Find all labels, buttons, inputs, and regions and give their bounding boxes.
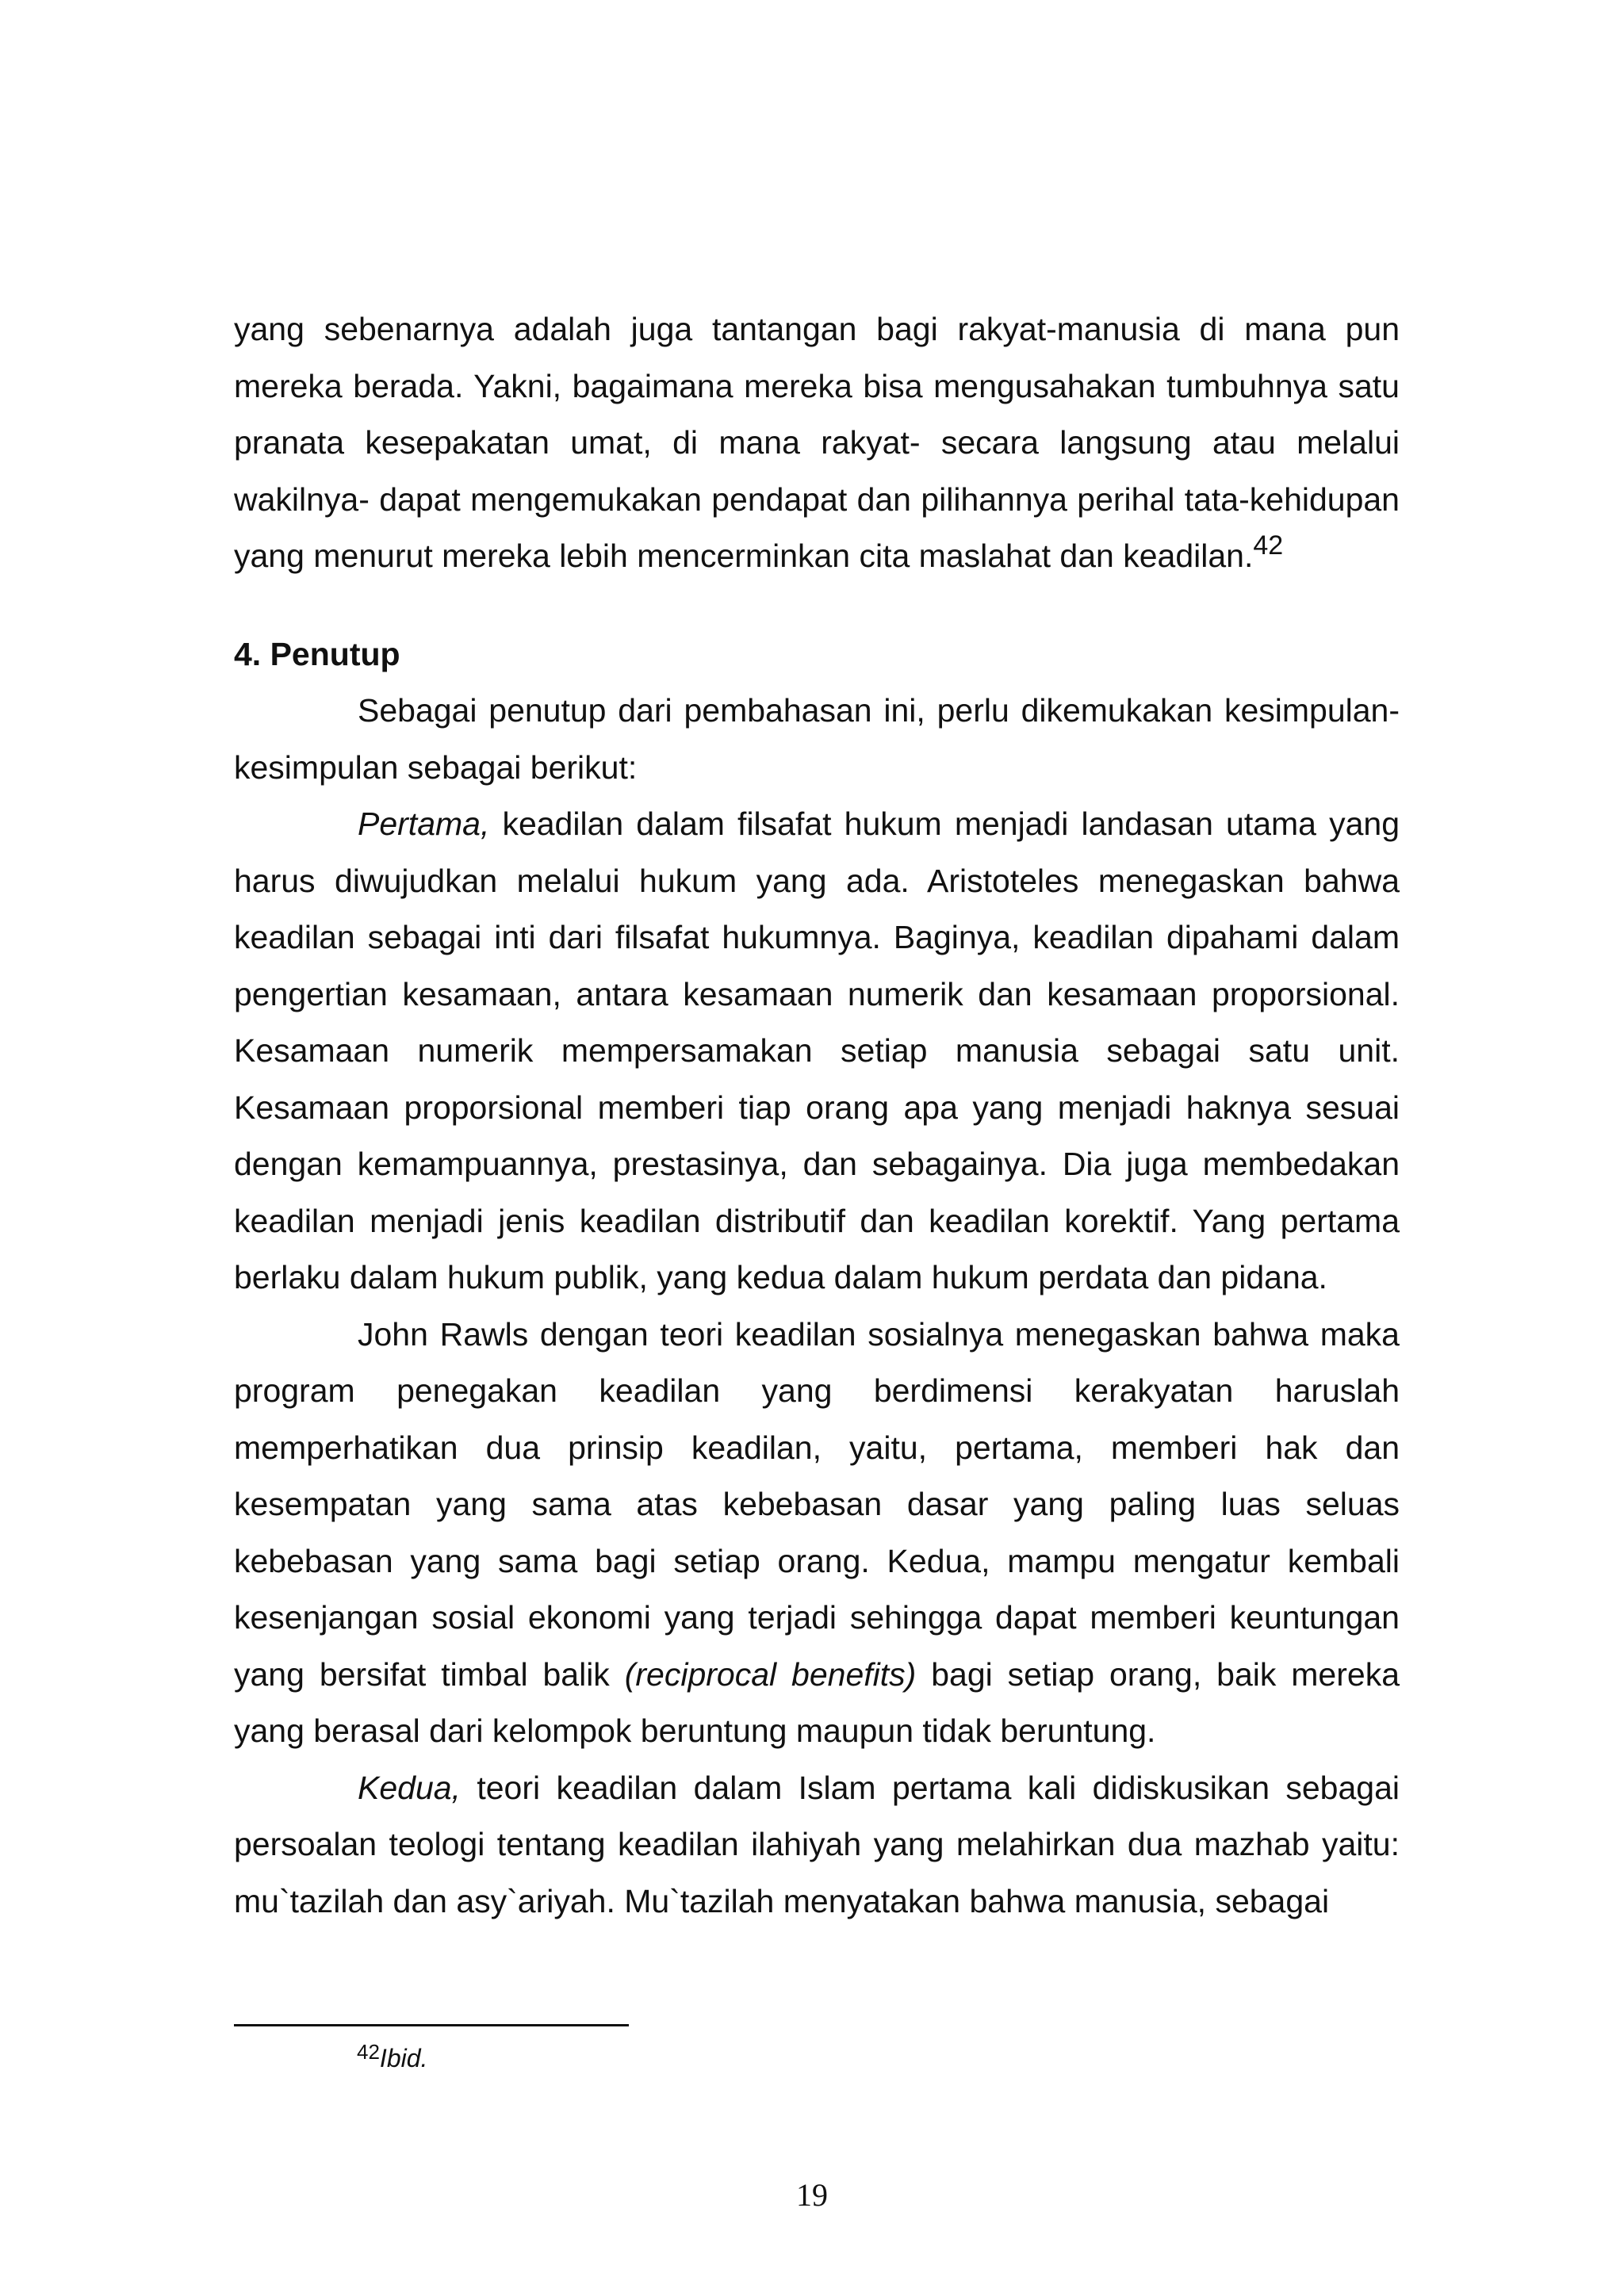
footnote-divider	[234, 2024, 629, 2026]
paragraph-penutup-intro: Sebagai penutup dari pembahasan ini, perlu dikemukakan kesimpulan-kesimpulan sebagai berikut:	[234, 692, 1400, 786]
paragraph-kedua-body: teori keadilan dalam Islam pertama kali didiskusikan sebagai persoalan teologi tentang keadilan ilahiyah yang melahirkan dua mazhab yaitu: mu`tazilah dan asy`ariyah. Mu`tazilah menyatakan bahwa manusia, sebagai	[234, 1769, 1400, 1919]
footnote-text: Ibid.	[379, 2044, 428, 2072]
paragraph-rawls-text-1: John Rawls dengan teori keadilan sosialnya menegaskan bahwa maka program penegakan keadilan yang berdimensi kerakyatan haruslah memperhatikan dua prinsip keadilan, yaitu, pertama, memberi hak dan kesempatan yang sama atas kebebasan dasar yang paling luas seluas kebebasan yang sama bagi setiap orang. Kedua, mampu mengatur kembali kesenjangan sosial ekonomi yang terjadi sehingga dapat memberi keuntungan yang bersifat timbal balik	[234, 1315, 1400, 1693]
footnote	[357, 2036, 427, 2074]
paragraph-pertama-lead: Pertama,	[358, 806, 490, 842]
footnote-reference: 42	[1253, 530, 1284, 561]
paragraph-rawls	[234, 1307, 1400, 1760]
intro-paragraph	[234, 301, 1400, 585]
page-number: 19	[796, 2177, 828, 2213]
section-heading: 4. Penutup	[234, 635, 400, 672]
footnote-number: 42	[357, 2040, 380, 2064]
intro-text: yang sebenarnya adalah juga tantangan bagi rakyat-manusia di mana pun mereka berada. Yakni, bagaimana mereka bisa mengusahakan tumbuhnya satu pranata kesepakatan umat, di mana rakyat- secara langsung atau melalui wakilnya- dapat mengemukakan pendapat dan pilihannya perihal tata-kehidupan yang menurut mereka lebih mencerminkan cita maslahat dan keadilan.	[234, 311, 1400, 574]
main-text	[234, 301, 1400, 1930]
paragraph-rawls-text-2: bagi setiap orang, baik mereka yang berasal dari kelompok beruntung maupun tidak beruntung.	[234, 1655, 1400, 1749]
paragraph-kedua	[234, 1760, 1400, 1931]
paragraph-pertama	[234, 796, 1400, 1307]
paragraph-rawls-italic: (reciprocal benefits)	[624, 1655, 917, 1693]
paragraph-pertama-body: keadilan dalam filsafat hukum menjadi landasan utama yang harus diwujudkan melalui hukum yang ada. Aristoteles menegaskan bahwa keadilan sebagai inti dari filsafat hukumnya. Baginya, keadilan dipahami dalam pengertian kesamaan, antara kesamaan numerik dan kesamaan proporsional. Kesamaan numerik mempersamakan setiap manusia sebagai satu unit. Kesamaan proporsional memberi tiap orang apa yang menjadi haknya sesuai dengan kemampuannya, prestasinya, dan sebagainya. Dia juga membedakan keadilan menjadi jenis keadilan distributif dan keadilan korektif. Yang pertama berlaku dalam hukum publik, yang kedua dalam hukum perdata dan pidana.	[234, 806, 1400, 1295]
paragraph-kedua-lead: Kedua,	[358, 1769, 461, 1806]
